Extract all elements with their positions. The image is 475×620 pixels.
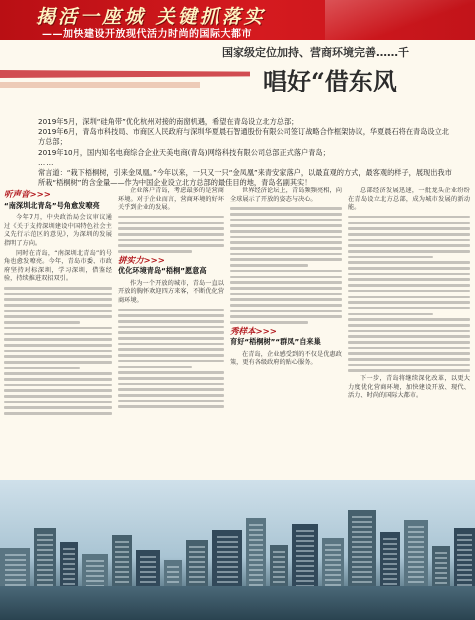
body-paragraph: 作为一个开放的城市，青岛一直以开放的胸怀欢迎四方来客，不断优化营商环境。 — [118, 279, 224, 304]
body-text-block — [230, 207, 342, 323]
article-column-4 — [348, 187, 470, 527]
body-paragraph: 同时在青岛，“南深圳北青岛”的号角也愈发嘹亮。今年，青岛市委、市政府坚持对标深圳，学习深圳，借鉴经验，持续推进双招双引。 — [4, 249, 112, 283]
timeline-item: 2019年5月，深圳“硅角带”优化杭州对接的南窗机遇，希望在青岛设立北方总部； — [38, 117, 299, 126]
section-kicker: 拼实力>>> — [118, 255, 165, 266]
body-paragraph: 在青岛，企业感受到的不仅是优惠政策，更有各级政府的贴心服务。 — [230, 350, 342, 367]
section-kicker: 秀样本>>> — [230, 326, 277, 337]
banner-subtitle: ——加快建设开放现代活力时尚的国际大都市 — [42, 29, 252, 40]
body-paragraph: 总部经济发展迅速，一批龙头企业纷纷在青岛设立北方总部，成为城市发展的新动能。 — [348, 187, 470, 212]
body-paragraph: 世界经济论坛上，青岛频频亮相，向全球展示了开放的姿态与决心。 — [230, 187, 342, 203]
body-text-block — [118, 309, 224, 408]
section-subhead: 育好“梧桐树”“群凤”自来巢 — [230, 337, 321, 347]
headline-intro: 国家级定位加持、营商环境完善……千 — [222, 46, 409, 59]
article-column-2 — [118, 187, 224, 517]
body-paragraph: 下一步，青岛将继续深化改革，以更大力度优化营商环境，加快建设开放、现代、活力、时尚的国际大都市。 — [348, 375, 470, 400]
timeline-item: 2019年6月，青岛市科技局、市商区人民政府与深圳华夏晨石智通股份有限公司签订战略合作框架协议，华夏晨石将在青岛设立北方总部； — [38, 127, 449, 147]
timeline-ellipsis: …… — [38, 157, 55, 167]
body-text-block — [348, 216, 470, 372]
body-paragraph: 今年7月，中央政治局会议审议通过《关于支持深圳建设中国特色社会主义先行示范区的意见》，为深圳的发展指明了方向。 — [4, 214, 112, 247]
city-skyline-photo — [0, 480, 475, 620]
article-column-1 — [4, 187, 112, 517]
section-kicker: 听声音>>> — [4, 190, 51, 200]
masthead-banner — [0, 0, 475, 40]
body-paragraph: 企业落户青岛，考虑最多的是营商环境。对于企业而言，营商环境的好坏关乎到企业的发展。 — [118, 187, 224, 212]
body-text-block — [4, 287, 112, 415]
section-subhead: “南深圳北青岛”号角愈发嘹亮 — [4, 200, 100, 210]
decorative-ribbon — [0, 70, 250, 78]
article-column-3 — [230, 187, 342, 487]
timeline-item: 2019年10月，国内知名电商综合企业天美电商(青岛)网络科技有限公司总部正式落户青岛； — [38, 147, 330, 157]
body-text-block — [118, 216, 224, 253]
section-subhead: 优化环境青岛“梧桐”愿意高 — [118, 266, 207, 276]
timeline-summary: 常言道：“栽下梧桐树，引来金凤凰。”今年以来，一只又一只“金凤凰”来青安家落户，以最直观的方式，最客观的样子，展现出我市所栽“梧桐树”的含金量——作为中国企业设立北方总部的最佳目的地，青岛名副其实！ — [38, 168, 452, 188]
timeline-box — [38, 117, 452, 188]
headline-main: 唱好“借东风 — [263, 67, 397, 92]
decorative-ribbon-secondary — [0, 82, 200, 88]
banner-title: 揭活一座城 关键抓落实 — [36, 6, 266, 28]
